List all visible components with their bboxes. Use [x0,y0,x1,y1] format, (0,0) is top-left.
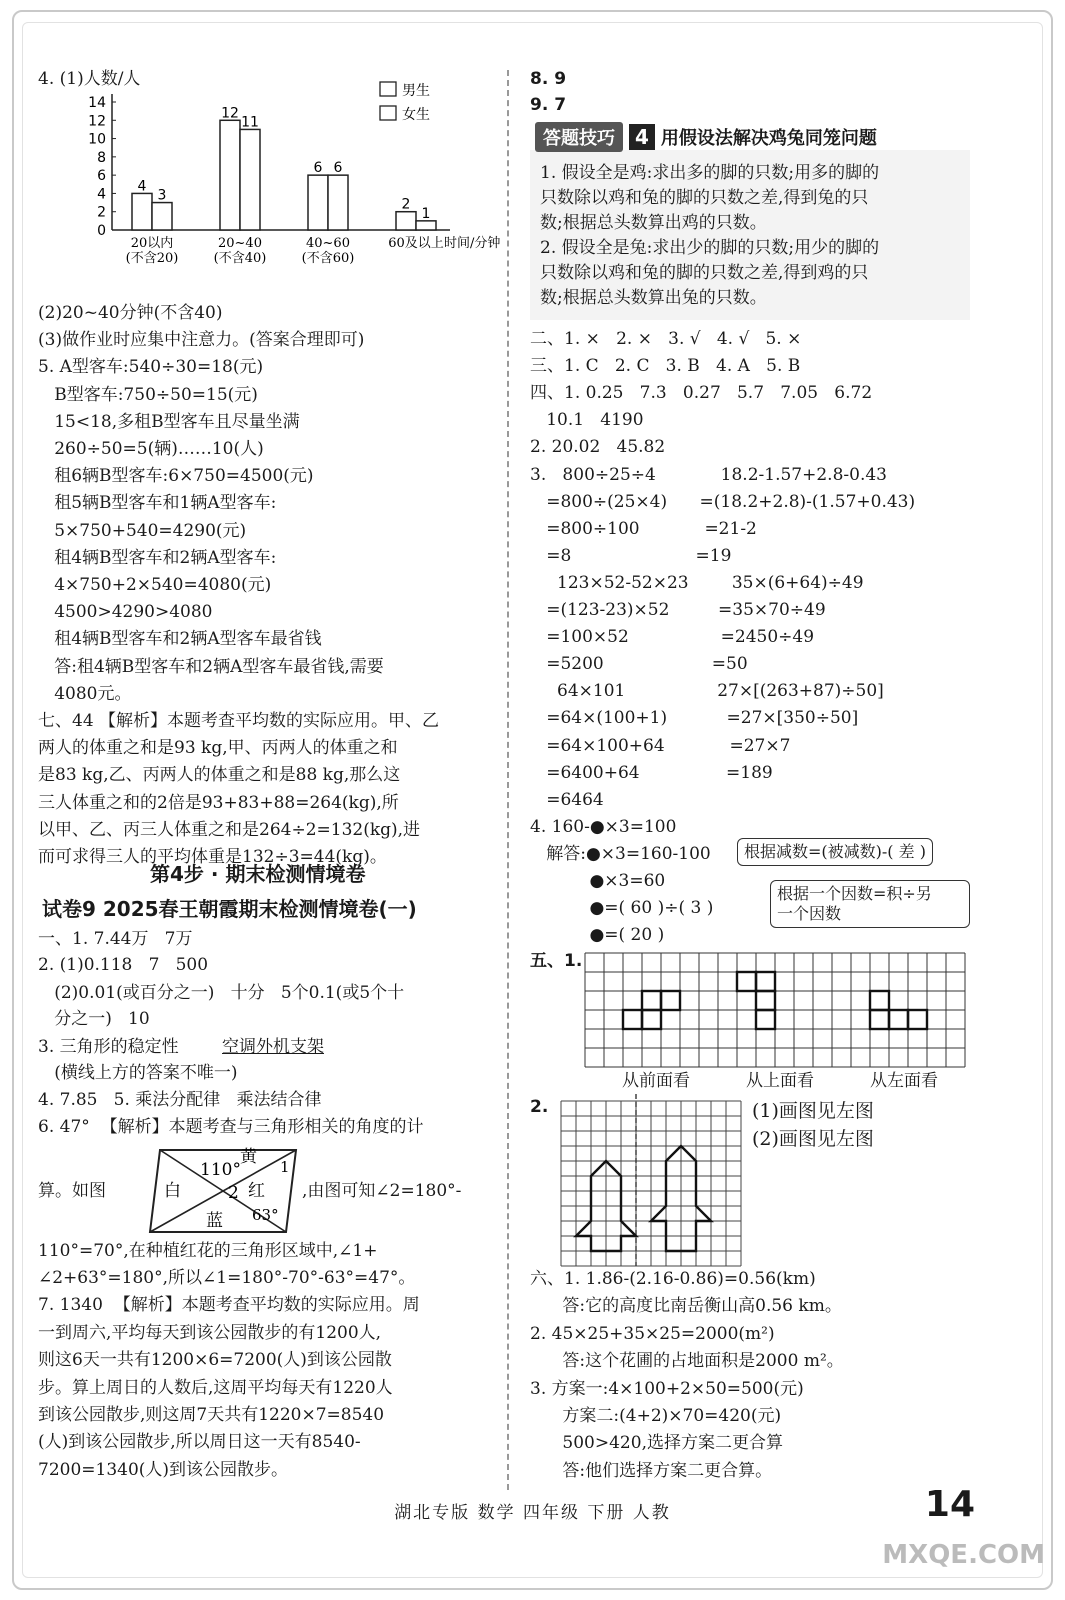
x-tick-label: 40~60 [306,236,350,251]
triangle-diagram [148,1140,298,1240]
left-line-17: 是83 kg,乙、丙两人的体重之和是88 kg,那么这 [38,765,401,786]
legend-swatch [380,106,396,120]
right-line-18: 4. 160-●×3=100 [530,816,677,837]
callout-factor-line1: 根据一个因数=积÷另 [777,884,932,903]
right2-line-5: 方案二:(4+2)×70=420(元) [530,1406,782,1426]
left2-line-0: 一、1. 7.44万 7万 [38,929,193,949]
view-shape-0 [642,991,661,1010]
left-line-4: 15<18,多租B型客车且尽量坐满 [38,411,300,432]
left2-line-5: (横线上方的答案不唯一) [38,1063,238,1083]
right-line-19: 解答:●×3=160-100 [530,843,711,864]
x-tick-label: 20以内 [130,236,174,251]
right-line-15: =64×100+64 =27×7 [530,735,791,756]
tip-line-0: 1. 假设全是鸡:求出多的脚的只数;用多的脚的 [540,163,880,183]
q3-answer: 空调外机支架 [222,1037,324,1057]
angle-110: 110° [200,1160,241,1180]
left2-line-17: (人)到该公园散步,所以周日这一天有8540- [38,1432,361,1452]
left2-line-13: 一到周六,平均每天到该公园散步的有1200人, [38,1323,382,1343]
bar-男生-0 [132,193,152,230]
legend-label: 男生 [402,83,430,99]
y-tick-label: 14 [88,95,106,111]
view-left: 从左面看 [870,1071,938,1091]
view-shape-0 [661,991,680,1010]
paper-title: 试卷9 2025春王朝霞期末检测情境卷(一) [42,897,417,921]
right-line-14: =64×(100+1) =27×[350÷50] [530,708,859,729]
chart-question: 4. (1)人数/人 [38,69,141,89]
view-shape-1 [756,972,775,991]
left2-line-14: 则这6天一共有1200×6=7200(人)到该公园散 [38,1350,392,1370]
left2-line-11: ∠2+63°=180°,所以∠1=180°-70°-63°=47°。 [38,1268,416,1288]
q52-answer-1: (1)画图见左图 [752,1100,874,1122]
column-divider [507,70,509,1490]
left2-line-7: 6. 47° 【解析】本题考查与三角形相关的角度的计 [38,1117,424,1137]
y-tick-label: 4 [97,186,106,203]
label-huang: 黄 [240,1147,257,1167]
left-line-3: B型客车:750÷50=15(元) [38,384,258,405]
right-line-9: 123×52-52×23 35×(6+64)÷49 [530,572,864,593]
view-top: 从上面看 [746,1071,814,1091]
right-line-20: ●×3=60 [530,871,666,891]
right-line-17: =6464 [530,789,604,810]
right-line-16: =6400+64 =189 [530,762,773,783]
bar-value-label: 12 [221,105,239,122]
y-tick-label: 2 [97,204,106,221]
bar-value-label: 1 [421,205,431,222]
left-line-1: (3)做作业时应集中注意力。(答案合理即可) [38,330,365,351]
rocket-grid [560,1100,742,1268]
answer-9: 9. 7 [530,95,567,115]
left-line-20: 而可求得三人的平均体重是132÷3=44(kg)。 [38,847,387,867]
tip-line-4: 只数除以鸡和兔的脚的只数之差,得到鸡的只 [540,263,869,283]
left-line-10: 4×750+2×540=4080(元) [38,575,272,595]
legend-swatch [380,82,396,96]
page-number: 14 [924,1484,975,1525]
bar-value-label: 3 [157,187,167,204]
left-line-8: 5×750+540=4290(元) [38,520,247,541]
rocket-grid-lines [561,1101,741,1266]
left-line-9: 租4辆B型客车和2辆A型客车: [38,547,277,568]
label-bai: 白 [164,1181,181,1201]
angle-2: 2 [228,1183,239,1203]
view-shape-0 [642,1010,661,1029]
right-line-10: =(123-23)×52 =35×70÷49 [530,600,826,620]
answer-8: 8. 9 [530,69,567,89]
tip-header [535,122,877,152]
right-line-21: ●=( 60 )÷( 3 ) [530,898,714,919]
tip-line-3: 2. 假设全是兔:求出少的脚的只数;用少的脚的 [540,238,880,258]
q52-answer-2: (2)画图见左图 [752,1128,874,1150]
bar-value-label: 2 [401,196,411,213]
view-shape-0 [623,1010,642,1029]
right-line-7: =800÷100 =21-2 [530,518,757,539]
left-line-15: 七、44 【解析】本题考查平均数的实际应用。甲、乙 [38,711,440,731]
left2-line-9: ,由图可知∠2=180°- [302,1181,462,1201]
left-line-19: 以甲、乙、丙三人体重之和是264÷2=132(kg),进 [38,819,421,840]
q52-label: 2. [530,1097,549,1117]
right-line-11: =100×52 =2450÷49 [530,627,815,648]
right2-line-6: 500>420,选择方案二更合算 [530,1433,783,1454]
right-line-3: 10.1 4190 [530,410,644,431]
x-tick-label-2: (不含40) [213,251,267,266]
right-line-8: =8 =19 [530,545,732,566]
left-line-7: 租5辆B型客车和1辆A型客车: [38,493,277,514]
view-shape-1 [737,972,756,991]
view-shape-1 [756,1010,775,1029]
left2-line-18: 7200=1340(人)到该公园散步。 [38,1460,289,1480]
left2-line-2: (2)0.01(或百分之一) 十分 5个0.1(或5个十 [38,983,405,1003]
y-tick-label: 6 [97,168,106,185]
left-line-6: 租6辆B型客车:6×750=4500(元) [38,466,314,487]
right2-line-7: 答:他们选择方案二更合算。 [530,1460,773,1481]
x-tick-label: 20~40 [218,236,262,251]
callout-factor [770,880,970,928]
bar-value-label: 4 [137,178,147,195]
left2-line-10: 110°=70°,在种植红花的三角形区域中,∠1+ [38,1241,378,1261]
right-line-12: =5200 =50 [530,654,748,675]
right-line-13: 64×101 27×[(263+87)÷50] [530,681,884,702]
left-line-18: 三人体重之和的2倍是93+83+88=264(kg),所 [38,792,399,813]
bar-男生-1 [220,120,240,230]
y-tick-label: 0 [97,223,106,239]
bar-value-label: 11 [241,114,259,131]
right-line-1: 三、1. C 2. C 3. B 4. A 5. B [530,356,801,377]
x-tick-label: 60及以上 [388,236,444,251]
q5-label: 五、1. [530,951,583,971]
view-shape-2 [889,1010,908,1029]
y-tick-label: 8 [97,149,106,166]
bar-女生-0 [152,203,172,230]
right2-line-1: 答:它的高度比南岳衡山高0.56 km。 [530,1296,842,1317]
left2-line-1: 2. (1)0.118 7 500 [38,955,209,975]
angle-63: 63° [252,1206,279,1224]
left-line-14: 4080元。 [38,683,132,704]
right-line-6: =800÷(25×4) =(18.2+2.8)-(1.57+0.43) [530,491,916,512]
right2-line-2: 2. 45×25+35×25=2000(m²) [530,1323,775,1344]
view-shape-1 [756,991,775,1010]
tip-line-5: 数;根据总头数算出兔的只数。 [540,288,767,308]
view-front: 从前面看 [622,1071,690,1091]
bar-女生-1 [240,129,260,230]
bar-女生-2 [328,175,348,230]
x-tick-label-2: (不含20) [125,251,179,266]
x-tick-label-2: (不含60) [301,251,355,266]
left2-line-12: 7. 1340 【解析】本题考查平均数的实际应用。周 [38,1295,420,1315]
left2-line-3: 分之一) 10 [38,1009,150,1029]
bar-value-label: 6 [333,160,343,177]
tip-line-1: 只数除以鸡和兔的脚的只数之差,得到兔的只 [540,188,869,208]
tip-badge: 答题技巧 [535,122,623,152]
angle-1: 1 [280,1158,290,1176]
view-shape-2 [908,1010,927,1029]
view-grid [584,952,976,1064]
right-line-4: 2. 20.02 45.82 [530,437,666,458]
left2-line-4: 3. 三角形的稳定性 [38,1037,179,1057]
right-line-0: 二、1. × 2. × 3. √ 4. √ 5. × [530,329,802,349]
left2-line-16: 到该公园散步,则这周7天共有1220×7=8540 [38,1405,385,1425]
right-line-2: 四、1. 0.25 7.3 0.27 5.7 7.05 6.72 [530,383,873,404]
left-line-13: 答:租4辆B型客车和2辆A型客车最省钱,需要 [38,656,384,677]
left2-line-15: 步。算上周日的人数后,这周平均每天有1220人 [38,1378,393,1398]
step-title: 第4步 · 期末检测情境卷 [150,862,366,886]
x-axis-label: 时间/分钟 [444,236,501,251]
left2-line-8: 算。如图 [38,1181,106,1201]
left-line-11: 4500>4290>4080 [38,602,213,623]
bar-男生-2 [308,175,328,230]
label-lan: 蓝 [206,1211,223,1231]
left-line-0: (2)20~40分钟(不含40) [38,303,223,323]
bar-value-label: 6 [313,160,323,177]
left-line-5: 260÷50=5(辆)……10(人) [38,439,264,459]
tip-number: 4 [629,124,655,150]
bar-chart [70,78,501,266]
left-line-12: 租4辆B型客车和2辆A型客车最省钱 [38,629,322,650]
right-line-5: 3. 800÷25÷4 18.2-1.57+2.8-0.43 [530,464,887,485]
view-shape-2 [870,991,889,1010]
left2-line-6: 4. 7.85 5. 乘法分配律 乘法结合律 [38,1090,322,1110]
y-tick-label: 10 [88,131,106,148]
callout-subtraction: 根据减数=(被减数)-( 差 ) [737,838,933,866]
bar-女生-3 [416,221,436,230]
footer: 湖北专版 数学 四年级 下册 人教 [394,1503,671,1523]
tip-line-2: 数;根据总头数算出鸡的只数。 [540,213,767,233]
right2-line-4: 3. 方案一:4×100+2×50=500(元) [530,1378,804,1399]
left-line-2: 5. A型客车:540÷30=18(元) [38,357,264,378]
right-line-22: ●=( 20 ) [530,925,665,946]
y-tick-label: 12 [88,113,106,130]
watermark: MXQE.COM [882,1540,1045,1570]
right2-line-3: 答:这个花圃的占地面积是2000 m²。 [530,1351,844,1372]
label-hong: 红 [248,1181,265,1201]
left-line-16: 两人的体重之和是93 kg,甲、丙两人的体重之和 [38,738,398,759]
legend-label: 女生 [402,107,430,123]
right2-line-0: 六、1. 1.86-(2.16-0.86)=0.56(km) [530,1269,816,1289]
view-shape-2 [870,1010,889,1029]
tip-title: 用假设法解决鸡兔同笼问题 [660,128,877,149]
bar-男生-3 [396,212,416,230]
callout-factor-line2: 一个因数 [777,904,842,923]
